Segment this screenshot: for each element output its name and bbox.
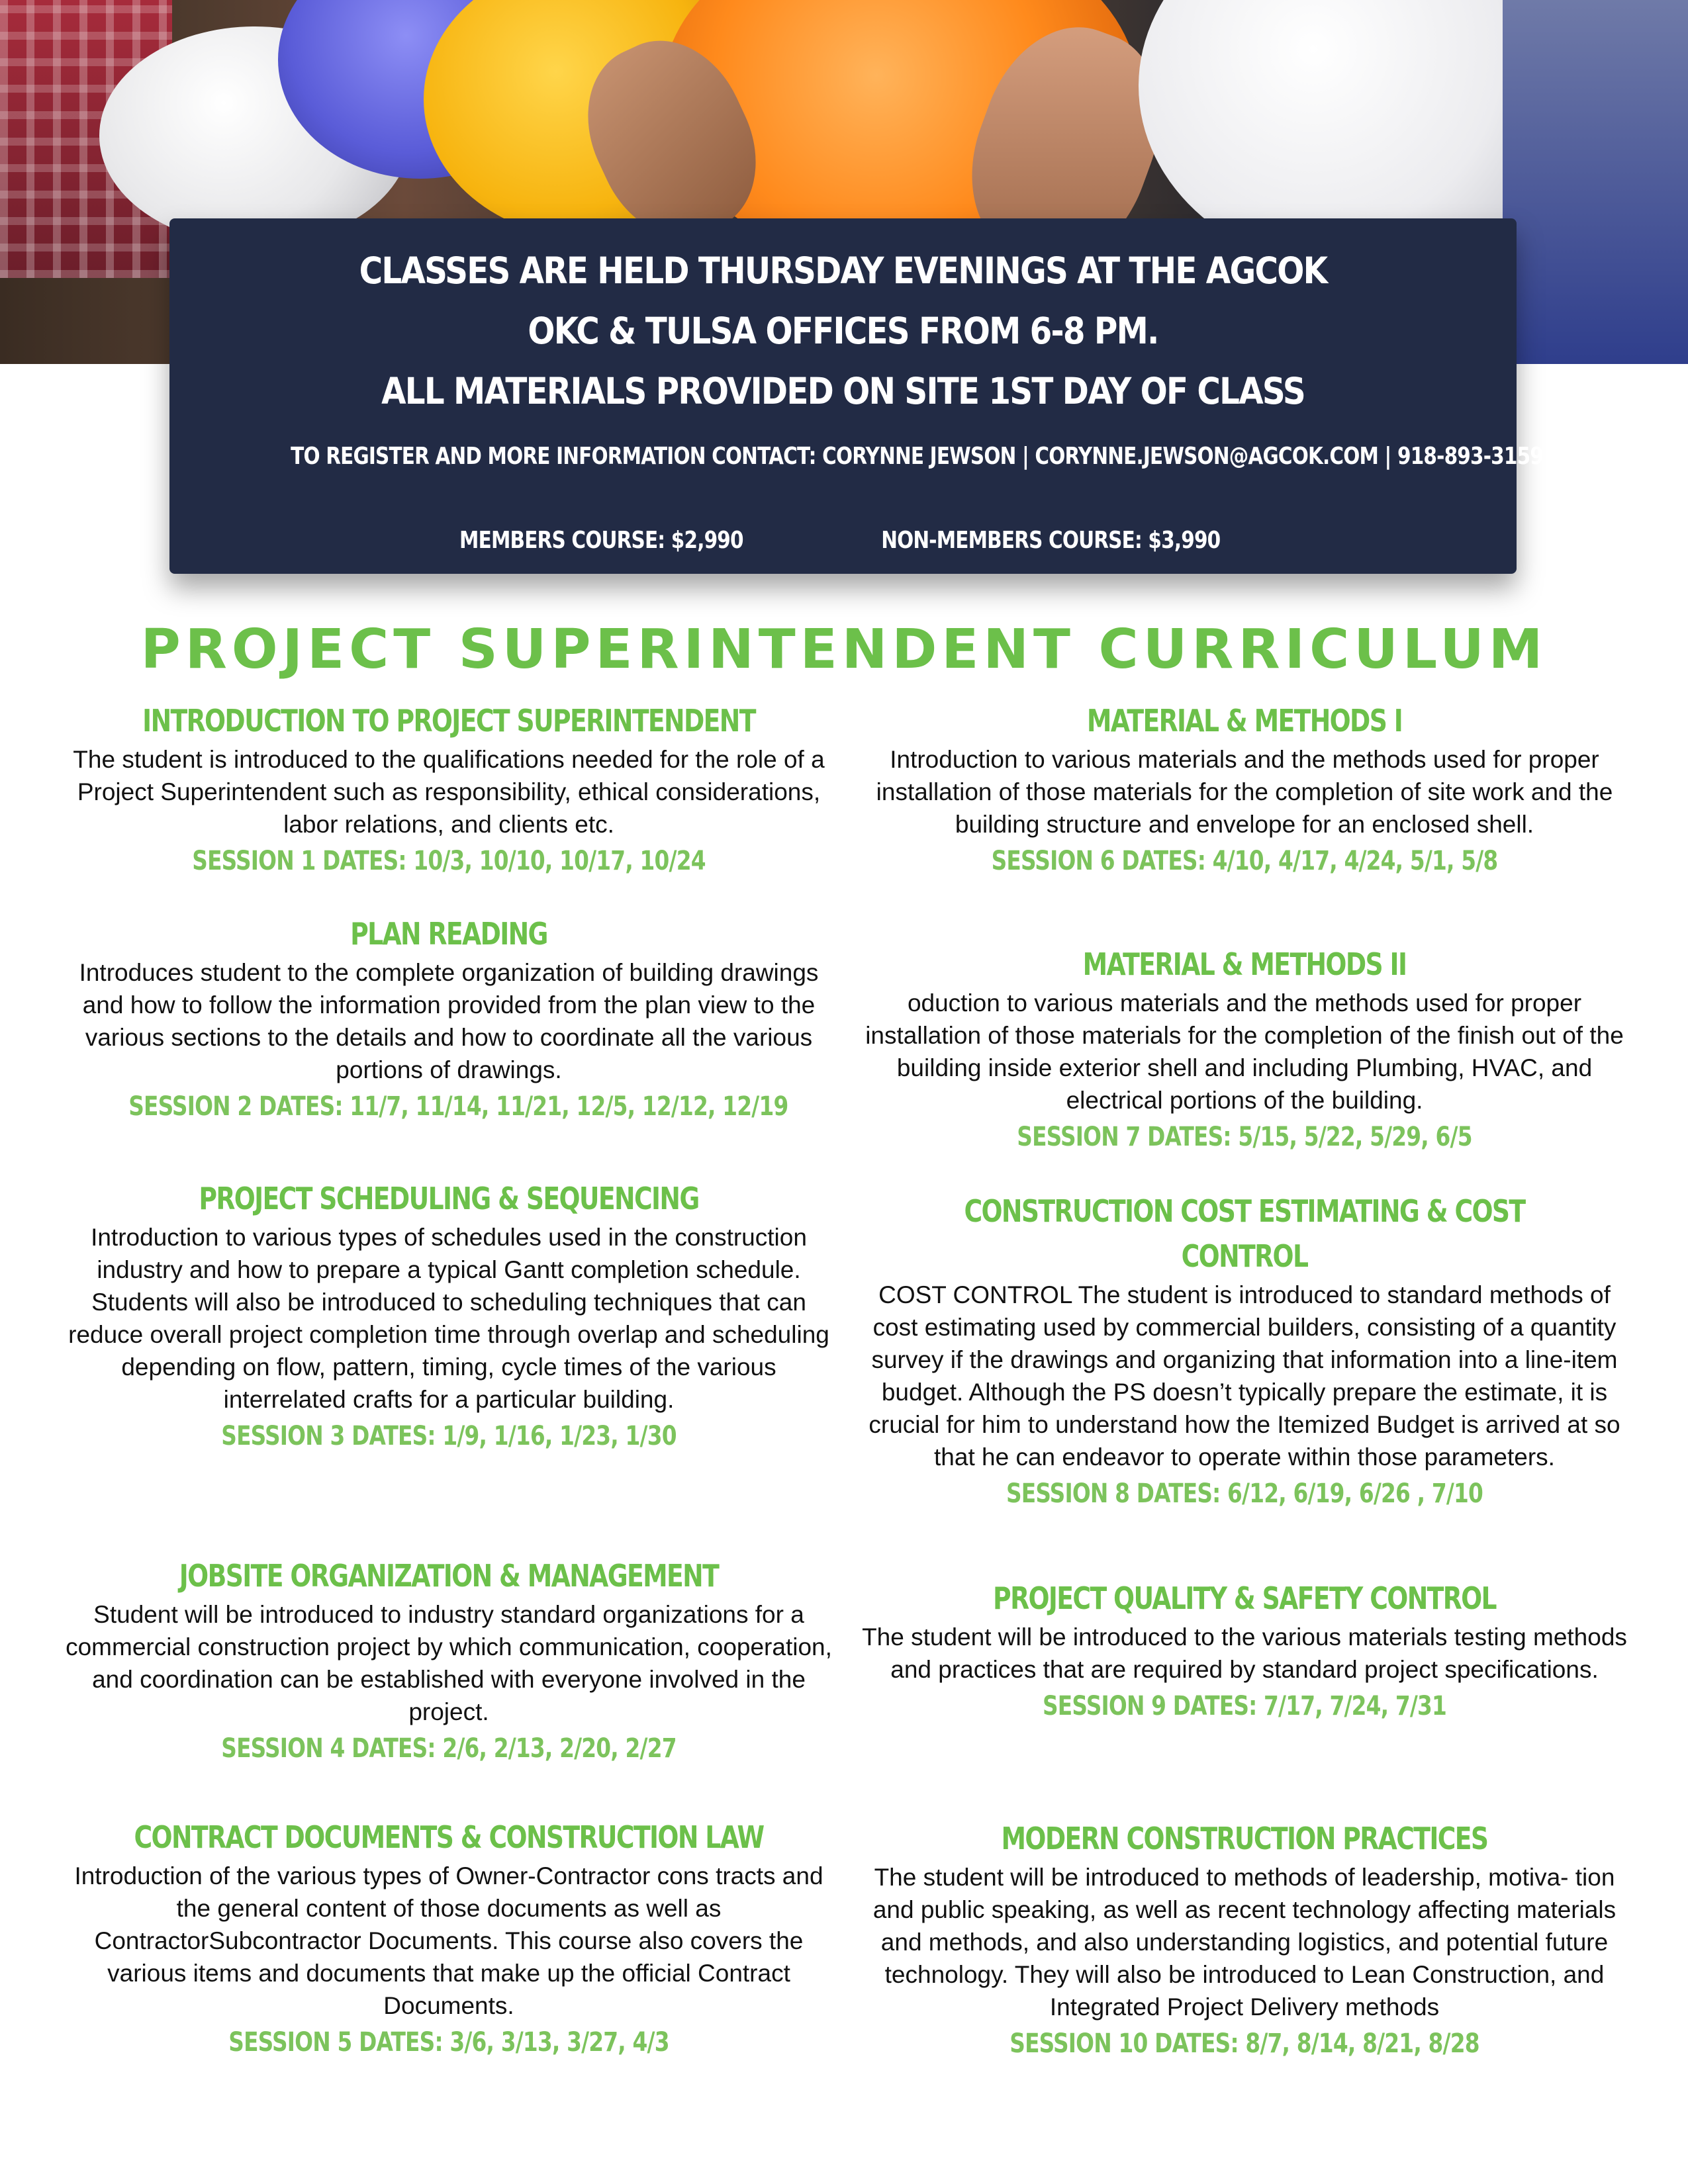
course-dates: SESSION 2 DATES: 11/7, 11/14, 11/21, 12/5, 12/12, 12/19	[128, 1091, 788, 1122]
curriculum-left-column	[58, 698, 839, 2063]
course-dates: SESSION 8 DATES: 6/12, 6/19, 6/26 , 7/10	[1006, 1479, 1483, 1509]
schedule-line-2: OKC & TULSA OFFICES FROM 6-8 PM.	[528, 310, 1158, 352]
course-description: Introduction of the various types of Owner-Contractor cons tracts and the general content of those documents as well as ContractorSubcontractor Documents. This course also covers the various items and documents that make up the official Contract Documents.	[74, 1862, 823, 2019]
schedule-line-1: CLASSES ARE HELD THURSDAY EVENINGS AT THE AGCOK	[359, 250, 1327, 292]
course-section	[854, 942, 1635, 1189]
course-heading: MATERIAL & METHODS I	[1086, 703, 1403, 739]
course-dates: SESSION 4 DATES: 2/6, 2/13, 2/20, 2/27	[221, 1733, 677, 1764]
course-heading: PROJECT QUALITY & SAFETY CONTROL	[993, 1580, 1496, 1616]
course-heading: MATERIAL & METHODS II	[1082, 946, 1407, 982]
contact-line: TO REGISTER AND MORE INFORMATION CONTACT: CORYNNE JEWSON | CORYNNE.JEWSON@AGCOK.COM | 918-893-3159	[291, 443, 1544, 470]
course-heading: CONSTRUCTION COST ESTIMATING & COST CONTROL	[964, 1193, 1525, 1274]
curriculum-right-column	[854, 698, 1635, 2064]
course-description: Introduces student to the complete organization of building drawings and how to follow the information provided from the plan view to the various sections to the details and how to coordinate all the various portions of drawings.	[79, 959, 819, 1083]
course-dates: SESSION 3 DATES: 1/9, 1/16, 1/23, 1/30	[221, 1421, 677, 1451]
course-section	[854, 1189, 1635, 1576]
course-description: Introduction to various types of schedules used in the construction industry and how to prepare a typical Gantt completion schedule. Students will also be introduced to scheduling techniques that can reduce overall project completion time through overlap and scheduling depending on flow, pattern, timing, cycle times of the various interrelated crafts for a particular building.	[68, 1224, 829, 1413]
schedule-line-3: ALL MATERIALS PROVIDED ON SITE 1ST DAY OF CLASS	[381, 370, 1305, 412]
course-section	[58, 911, 839, 1176]
course-dates: SESSION 6 DATES: 4/10, 4/17, 4/24, 5/1, 5/8	[991, 846, 1498, 876]
course-description: COST CONTROL The student is introduced to standard methods of cost estimating used by commercial builders, consisting of a quantity survey if the drawings and organizing that information into a line-item budget. Although the PS doesn’t typically prepare the estimate, it is crucial for him to understand how the Itemized Budget is arrived at so that he can endeavor to operate within those parameters.	[868, 1281, 1620, 1471]
course-section	[58, 1553, 839, 1815]
course-description: Student will be introduced to industry standard organizations for a commercial construction project by which communication, cooperation, and coordination can be established with everyone involved in the project.	[66, 1601, 832, 1725]
course-heading: PLAN READING	[350, 916, 547, 952]
course-section	[854, 1816, 1635, 2064]
course-dates: SESSION 10 DATES: 8/7, 8/14, 8/21, 8/28	[1009, 2028, 1479, 2059]
course-dates: SESSION 9 DATES: 7/17, 7/24, 7/31	[1042, 1691, 1447, 1721]
course-heading: JOBSITE ORGANIZATION & MANAGEMENT	[179, 1558, 719, 1594]
price-line	[169, 526, 1517, 555]
course-section	[58, 698, 839, 911]
course-description: oduction to various materials and the methods used for proper installation of those materials for the completion of the finish out of the building inside exterior shell and including Plumbing, HVAC, and electrical portions of the building.	[865, 989, 1624, 1114]
schedule-lines	[169, 241, 1517, 422]
class-info-box	[169, 218, 1544, 574]
course-heading: CONTRACT DOCUMENTS & CONSTRUCTION LAW	[134, 1819, 764, 1855]
course-dates: SESSION 1 DATES: 10/3, 10/10, 10/17, 10/24	[192, 846, 706, 876]
members-price: MEMBERS COURSE: $2,990	[459, 527, 743, 554]
course-section	[854, 698, 1635, 942]
course-dates: SESSION 7 DATES: 5/15, 5/22, 5/29, 6/5	[1017, 1122, 1472, 1152]
course-heading: INTRODUCTION TO PROJECT SUPERINTENDENT	[142, 703, 755, 739]
curriculum-title: PROJECT SUPERINTENDENT CURRICULUM	[140, 618, 1548, 681]
safety-vest	[1503, 0, 1688, 364]
course-heading: PROJECT SCHEDULING & SEQUENCING	[199, 1181, 699, 1216]
course-description: Introduction to various materials and the methods used for proper installation of those materials for the completion of site work and the building structure and envelope for an enclosed shell.	[876, 746, 1613, 838]
course-heading: MODERN CONSTRUCTION PRACTICES	[1001, 1821, 1488, 1856]
course-description: The student is introduced to the qualifications needed for the role of a Project Superintendent such as responsibility, ethical considerations, labor relations, and clients etc.	[73, 746, 825, 838]
course-description: The student will be introduced to the various materials testing methods and practices that are required by standard project specifications.	[862, 1623, 1627, 1683]
course-section	[854, 1576, 1635, 1816]
course-dates: SESSION 5 DATES: 3/6, 3/13, 3/27, 4/3	[228, 2027, 669, 2058]
non-members-price: NON-MEMBERS COURSE: $3,990	[881, 527, 1221, 554]
course-section	[58, 1176, 839, 1553]
course-description: The student will be introduced to methods of leadership, motiva- tion and public speaking, as well as recent technology affecting materials and methods, and also understanding logistics, and potential future technology. They will also be introduced to Lean Construction, and Integrated Project Delivery methods	[872, 1864, 1617, 2021]
course-section	[58, 1815, 839, 2063]
